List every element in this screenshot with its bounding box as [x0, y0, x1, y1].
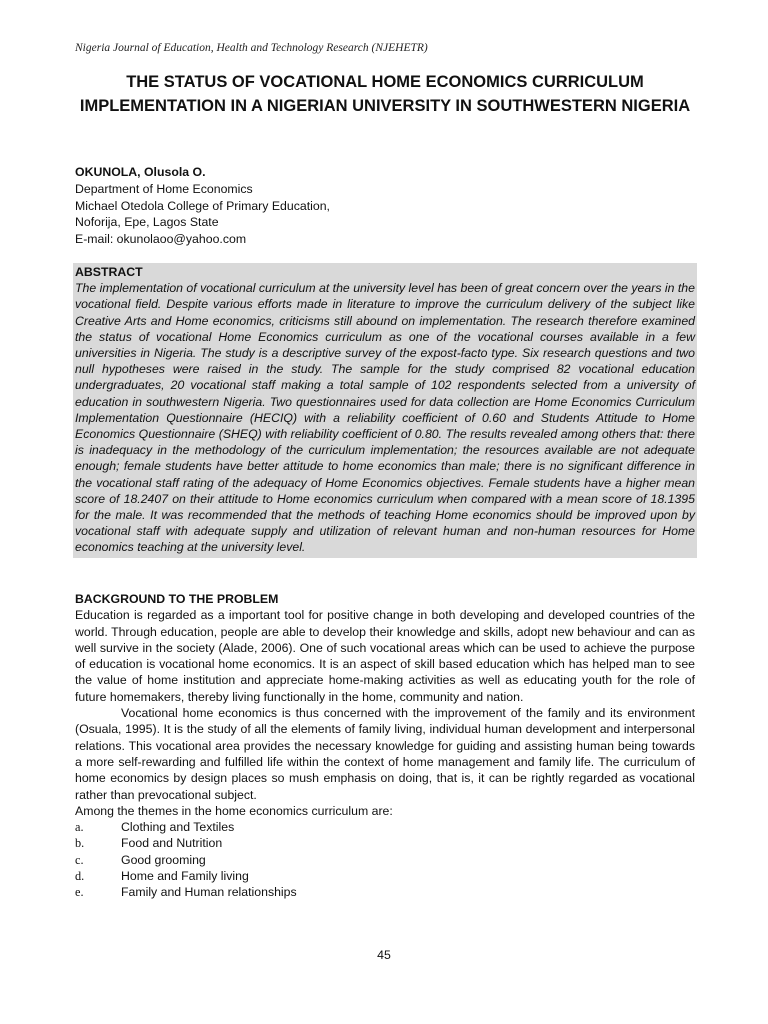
background-paragraph-2: Vocational home economics is thus concerned with the improvement of the family and its environment (Osuala, 1995). It is the study of all the elements of family living, individual human development and interpersonal relations. This vocational area provides the necessary knowledge for guiding and assisting human being towards a more self-rewarding and fulfilled life within the context of home management and family life. The curriculum of home economics by design places so mush emphasis on doing, that is, it can be rightly regarded as vocational rather than prevocational subject.	[75, 706, 695, 802]
abstract-text: The implementation of vocational curriculum at the university level has been of great concern over the years in the vocational field. Despite various efforts made in literature to improve the curriculum delivery of the subject like Creative Arts and Home economics, criticisms still abound on implementation. The research therefore examined the status of vocational Home Economics curriculum as one of the vocational courses available in a few universities in Nigeria. The study is a descriptive survey of the expost-facto type. Six research questions and two null hypotheses were raised in the study. The sample for the study comprised 82 vocational education undergraduates, 20 vocational staff making a total sample of 102 respondents selected from a university of education in southwestern Nigeria. Two questionnaires used for data collection are Home Economics Curriculum Implementation Questionnaire (HECIQ) with a reliability coefficient of 0.60 and Students Attitude to Home Economics Questionnaire (SHEQ) with reliability coefficient of 0.80. The results revealed among others that: there is inadequacy in the methodology of the curriculum implementation; the resources available are not adequate enough; female students have better attitude to home economics than male; there is no significant difference in the vocational staff rating of the adequacy of Home Economics objectives. Female students have a higher mean score of 18.2407 on their attitude to Home economics curriculum when compared with a mean score of 18.1395 for the male. It was recommended that the methods of teaching Home economics should be improved upon by vocational staff with adequate supply and utilization of relevant human and non-human resources for Home economics teaching at the university level.	[75, 281, 695, 555]
list-item	[75, 835, 695, 851]
background-section	[75, 591, 695, 901]
list-item-text: Clothing and Textiles	[121, 820, 235, 835]
section-heading: BACKGROUND TO THE PROBLEM	[75, 592, 279, 606]
list-item	[75, 884, 695, 900]
background-paragraph-1: Education is regarded as a important tool for positive change in both developing and developed countries of the world. Through education, people are able to develop their knowledge and skills, adopt new behaviour and can as well survive in the society (Alade, 2006). One of such vocational areas which can be used to achieve the purpose of education is vocational home economics. It is an aspect of skill based education which has helped man to see the value of home institution and appreciate home-making activities as well as educating youth for the role of future homemakers, thereby living functionally in the home, community and nation.	[75, 608, 695, 704]
affiliation-address: Noforija, Epe, Lagos State	[75, 215, 219, 230]
list-item-text: Good grooming	[121, 852, 206, 867]
list-marker: b.	[75, 836, 85, 851]
author-email: E-mail: okunolaoo@yahoo.com	[75, 232, 247, 247]
list-item-text: Family and Human relationships	[121, 885, 297, 900]
themes-list	[75, 819, 695, 900]
author-block	[75, 164, 695, 248]
themes-intro: Among the themes in the home economics curriculum are:	[75, 803, 393, 818]
abstract-box	[73, 263, 697, 558]
affiliation-college: Michael Otedola College of Primary Education,	[75, 198, 330, 213]
list-marker: e.	[75, 885, 84, 900]
list-item-text: Home and Family living	[121, 869, 249, 884]
list-item	[75, 868, 695, 884]
list-marker: a.	[75, 820, 84, 835]
journal-header: Nigeria Journal of Education, Health and Technology Research (NJEHETR)	[75, 42, 428, 54]
list-marker: c.	[75, 852, 84, 867]
list-item	[75, 819, 695, 835]
list-marker: d.	[75, 869, 85, 884]
author-name: OKUNOLA, Olusola O.	[75, 165, 206, 179]
page-number: 45	[377, 948, 391, 962]
abstract-heading: ABSTRACT	[75, 265, 143, 279]
list-item	[75, 852, 695, 868]
paper-title: THE STATUS OF VOCATIONAL HOME ECONOMICS CURRICULUM IMPLEMENTATION IN A NIGERIAN UNIVERSITY IN SOUTHWESTERN NIGERIA	[79, 73, 691, 115]
list-item-text: Food and Nutrition	[121, 836, 223, 851]
affiliation-department: Department of Home Economics	[75, 181, 253, 196]
